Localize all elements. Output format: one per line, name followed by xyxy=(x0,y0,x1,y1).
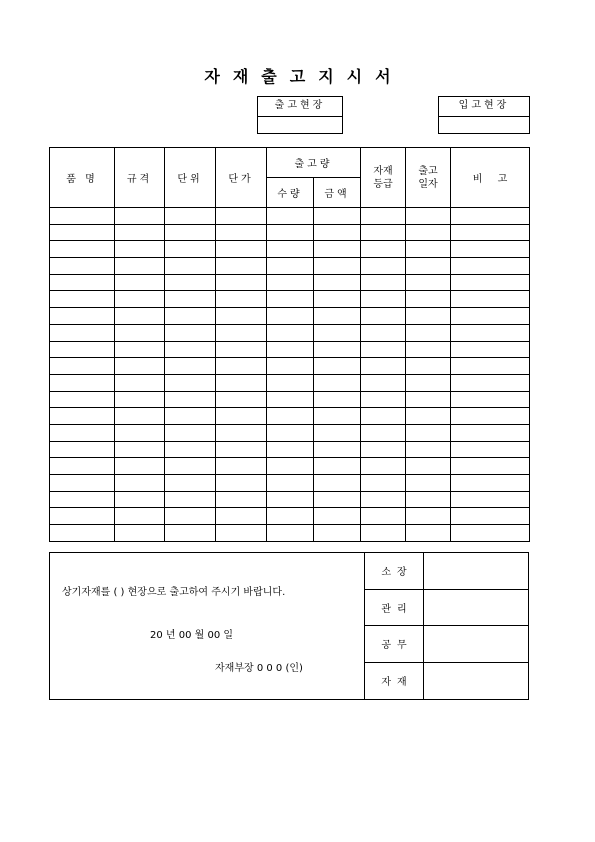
table-cell[interactable] xyxy=(115,358,165,375)
table-cell[interactable] xyxy=(267,308,314,325)
table-cell[interactable] xyxy=(451,274,530,291)
table-cell[interactable] xyxy=(406,208,451,225)
table-row xyxy=(50,324,530,341)
table-cell[interactable] xyxy=(165,408,216,425)
table-cell[interactable] xyxy=(451,391,530,408)
table-cell[interactable] xyxy=(216,391,267,408)
header-unit: 단위 xyxy=(165,148,216,208)
table-cell[interactable] xyxy=(267,341,314,358)
table-row xyxy=(50,291,530,308)
header-out-qty: 출고량 xyxy=(267,148,361,178)
table-cell[interactable] xyxy=(406,525,451,542)
table-cell[interactable] xyxy=(165,374,216,391)
table-cell[interactable] xyxy=(216,291,267,308)
table-cell[interactable] xyxy=(165,274,216,291)
approval-label: 공무 xyxy=(365,626,424,662)
table-cell[interactable] xyxy=(50,224,115,241)
table-cell[interactable] xyxy=(216,208,267,225)
table-cell[interactable] xyxy=(314,324,361,341)
table-cell[interactable] xyxy=(451,475,530,492)
table-cell[interactable] xyxy=(216,308,267,325)
table-cell[interactable] xyxy=(314,341,361,358)
table-cell[interactable] xyxy=(267,291,314,308)
table-cell[interactable] xyxy=(361,391,406,408)
table-cell[interactable] xyxy=(451,374,530,391)
table-cell[interactable] xyxy=(115,224,165,241)
table-cell[interactable] xyxy=(50,491,115,508)
table-cell[interactable] xyxy=(50,341,115,358)
table-cell[interactable] xyxy=(216,341,267,358)
table-cell[interactable] xyxy=(165,241,216,258)
table-cell[interactable] xyxy=(267,224,314,241)
approval-label: 관리 xyxy=(365,590,424,626)
table-cell[interactable] xyxy=(314,358,361,375)
table-cell[interactable] xyxy=(361,274,406,291)
table-cell[interactable] xyxy=(406,408,451,425)
table-cell[interactable] xyxy=(165,508,216,525)
table-cell[interactable] xyxy=(314,491,361,508)
table-cell[interactable] xyxy=(165,208,216,225)
table-row xyxy=(50,525,530,542)
table-cell[interactable] xyxy=(216,374,267,391)
table-cell[interactable] xyxy=(216,241,267,258)
outgoing-site-label: 출고현장 xyxy=(258,97,342,117)
approval-sign-field[interactable] xyxy=(424,553,529,589)
table-cell[interactable] xyxy=(50,358,115,375)
table-cell[interactable] xyxy=(165,358,216,375)
table-cell[interactable] xyxy=(165,258,216,275)
table-cell[interactable] xyxy=(314,458,361,475)
header-remarks: 비 고 xyxy=(451,148,530,208)
table-cell[interactable] xyxy=(216,324,267,341)
table-cell[interactable] xyxy=(361,241,406,258)
table-cell[interactable] xyxy=(361,358,406,375)
table-cell[interactable] xyxy=(451,341,530,358)
table-cell[interactable] xyxy=(267,258,314,275)
table-cell[interactable] xyxy=(165,458,216,475)
table-cell[interactable] xyxy=(216,441,267,458)
table-cell[interactable] xyxy=(361,374,406,391)
table-row xyxy=(50,308,530,325)
table-cell[interactable] xyxy=(451,291,530,308)
table-cell[interactable] xyxy=(50,441,115,458)
approval-row xyxy=(365,626,529,663)
table-cell[interactable] xyxy=(216,224,267,241)
table-cell[interactable] xyxy=(267,358,314,375)
table-cell[interactable] xyxy=(267,491,314,508)
table-cell[interactable] xyxy=(361,458,406,475)
table-cell[interactable] xyxy=(216,258,267,275)
table-cell[interactable] xyxy=(406,358,451,375)
approval-label: 자재 xyxy=(365,663,424,700)
table-cell[interactable] xyxy=(451,224,530,241)
table-cell[interactable] xyxy=(451,491,530,508)
table-cell[interactable] xyxy=(451,241,530,258)
table-cell[interactable] xyxy=(361,308,406,325)
header-date: 출고 일자 xyxy=(406,148,451,208)
table-cell[interactable] xyxy=(406,424,451,441)
table-body xyxy=(50,208,530,542)
table-cell[interactable] xyxy=(406,324,451,341)
approval-row xyxy=(365,663,529,700)
table-cell[interactable] xyxy=(216,475,267,492)
table-cell[interactable] xyxy=(267,525,314,542)
table-cell[interactable] xyxy=(165,391,216,408)
table-row xyxy=(50,374,530,391)
table-cell[interactable] xyxy=(267,374,314,391)
table-cell[interactable] xyxy=(216,424,267,441)
table-cell[interactable] xyxy=(361,324,406,341)
table-cell[interactable] xyxy=(216,508,267,525)
table-cell[interactable] xyxy=(216,274,267,291)
table-cell[interactable] xyxy=(406,308,451,325)
table-cell[interactable] xyxy=(451,424,530,441)
table-cell[interactable] xyxy=(115,475,165,492)
table-row xyxy=(50,424,530,441)
table-cell[interactable] xyxy=(314,374,361,391)
header-unit-price: 단가 xyxy=(216,148,267,208)
table-cell[interactable] xyxy=(50,475,115,492)
table-cell[interactable] xyxy=(361,208,406,225)
table-cell[interactable] xyxy=(267,408,314,425)
table-cell[interactable] xyxy=(314,274,361,291)
table-cell[interactable] xyxy=(361,475,406,492)
table-cell[interactable] xyxy=(361,441,406,458)
table-cell[interactable] xyxy=(216,358,267,375)
table-cell[interactable] xyxy=(115,308,165,325)
table-cell[interactable] xyxy=(50,424,115,441)
table-row xyxy=(50,208,530,225)
approval-sign-field[interactable] xyxy=(424,663,529,700)
table-cell[interactable] xyxy=(115,408,165,425)
outgoing-site-field[interactable] xyxy=(258,117,342,134)
table-cell[interactable] xyxy=(115,241,165,258)
table-cell[interactable] xyxy=(406,258,451,275)
header-spec: 규격 xyxy=(115,148,165,208)
table-cell[interactable] xyxy=(267,458,314,475)
table-row xyxy=(50,341,530,358)
table-cell[interactable] xyxy=(314,475,361,492)
table-cell[interactable] xyxy=(165,308,216,325)
table-row xyxy=(50,458,530,475)
table-cell[interactable] xyxy=(361,341,406,358)
table-cell[interactable] xyxy=(165,441,216,458)
table-cell[interactable] xyxy=(50,508,115,525)
signer-line: 자재부장 0 0 0 (인) xyxy=(215,663,303,674)
incoming-site-box xyxy=(438,96,530,134)
table-cell[interactable] xyxy=(267,241,314,258)
table-row xyxy=(50,274,530,291)
request-text: 상기자재를 ( ) 현장으로 출고하여 주시기 바랍니다. xyxy=(62,587,286,598)
table-cell[interactable] xyxy=(451,258,530,275)
table-cell[interactable] xyxy=(451,324,530,341)
approval-sign-field[interactable] xyxy=(424,626,529,662)
table-cell[interactable] xyxy=(216,408,267,425)
document-title: 자재출고지시서 xyxy=(204,67,404,86)
incoming-site-field[interactable] xyxy=(439,117,529,134)
table-cell[interactable] xyxy=(50,374,115,391)
table-cell[interactable] xyxy=(406,458,451,475)
table-cell[interactable] xyxy=(451,458,530,475)
table-cell[interactable] xyxy=(115,458,165,475)
table-cell[interactable] xyxy=(451,358,530,375)
table-cell[interactable] xyxy=(115,324,165,341)
table-cell[interactable] xyxy=(165,224,216,241)
date-line: 20 년 00 월 00 일 xyxy=(150,630,234,641)
outgoing-site-box xyxy=(257,96,343,134)
table-cell[interactable] xyxy=(451,441,530,458)
approval-sign-field[interactable] xyxy=(424,590,529,626)
table-cell[interactable] xyxy=(314,224,361,241)
table-cell[interactable] xyxy=(50,291,115,308)
table-cell[interactable] xyxy=(50,525,115,542)
table-cell[interactable] xyxy=(115,508,165,525)
table-cell[interactable] xyxy=(314,391,361,408)
table-cell[interactable] xyxy=(267,508,314,525)
table-cell[interactable] xyxy=(267,391,314,408)
table-cell[interactable] xyxy=(361,491,406,508)
table-cell[interactable] xyxy=(50,324,115,341)
table-cell[interactable] xyxy=(314,508,361,525)
table-cell[interactable] xyxy=(451,208,530,225)
table-cell[interactable] xyxy=(216,458,267,475)
table-cell[interactable] xyxy=(406,374,451,391)
table-cell[interactable] xyxy=(361,424,406,441)
table-cell[interactable] xyxy=(216,525,267,542)
request-section xyxy=(49,552,529,700)
table-cell[interactable] xyxy=(115,374,165,391)
table-cell[interactable] xyxy=(314,525,361,542)
header-quantity: 수량 xyxy=(267,178,314,208)
table-cell[interactable] xyxy=(314,241,361,258)
table-cell[interactable] xyxy=(50,208,115,225)
approval-label: 소장 xyxy=(365,553,424,589)
table-cell[interactable] xyxy=(314,208,361,225)
table-cell[interactable] xyxy=(314,291,361,308)
approval-row xyxy=(365,590,529,627)
table-cell[interactable] xyxy=(314,424,361,441)
table-cell[interactable] xyxy=(361,408,406,425)
table-row xyxy=(50,358,530,375)
table-cell[interactable] xyxy=(165,291,216,308)
table-row xyxy=(50,258,530,275)
table-cell[interactable] xyxy=(361,224,406,241)
table-cell[interactable] xyxy=(406,441,451,458)
table-cell[interactable] xyxy=(115,291,165,308)
table-cell[interactable] xyxy=(115,424,165,441)
table-cell[interactable] xyxy=(50,241,115,258)
table-cell[interactable] xyxy=(115,274,165,291)
table-cell[interactable] xyxy=(314,308,361,325)
table-cell[interactable] xyxy=(165,491,216,508)
table-row xyxy=(50,391,530,408)
table-cell[interactable] xyxy=(314,441,361,458)
table-cell[interactable] xyxy=(406,475,451,492)
table-row xyxy=(50,408,530,425)
table-row xyxy=(50,491,530,508)
table-cell[interactable] xyxy=(115,391,165,408)
table-cell[interactable] xyxy=(406,491,451,508)
table-cell[interactable] xyxy=(115,258,165,275)
table-cell[interactable] xyxy=(406,291,451,308)
table-row xyxy=(50,475,530,492)
table-row xyxy=(50,508,530,525)
table-cell[interactable] xyxy=(406,274,451,291)
table-cell[interactable] xyxy=(451,408,530,425)
table-cell[interactable] xyxy=(165,475,216,492)
table-cell[interactable] xyxy=(267,208,314,225)
table-cell[interactable] xyxy=(50,458,115,475)
table-cell[interactable] xyxy=(451,525,530,542)
table-cell[interactable] xyxy=(267,475,314,492)
table-cell[interactable] xyxy=(216,491,267,508)
table-cell[interactable] xyxy=(406,341,451,358)
table-cell[interactable] xyxy=(361,258,406,275)
table-cell[interactable] xyxy=(115,441,165,458)
table-cell[interactable] xyxy=(361,508,406,525)
table-cell[interactable] xyxy=(267,424,314,441)
table-cell[interactable] xyxy=(165,324,216,341)
table-cell[interactable] xyxy=(50,308,115,325)
header-grade: 자재 등급 xyxy=(361,148,406,208)
header-amount: 금액 xyxy=(314,178,361,208)
table-cell[interactable] xyxy=(267,324,314,341)
incoming-site-label: 입고현장 xyxy=(439,97,529,117)
table-cell[interactable] xyxy=(50,258,115,275)
table-cell[interactable] xyxy=(406,224,451,241)
table-cell[interactable] xyxy=(406,241,451,258)
table-row xyxy=(50,241,530,258)
table-cell[interactable] xyxy=(165,525,216,542)
table-cell[interactable] xyxy=(50,408,115,425)
approval-row xyxy=(365,553,529,590)
table-cell[interactable] xyxy=(314,408,361,425)
table-cell[interactable] xyxy=(115,208,165,225)
table-row xyxy=(50,441,530,458)
table-cell[interactable] xyxy=(361,291,406,308)
header-item-name: 품 명 xyxy=(50,148,115,208)
table-cell[interactable] xyxy=(451,508,530,525)
table-cell[interactable] xyxy=(451,308,530,325)
table-cell[interactable] xyxy=(165,424,216,441)
table-cell[interactable] xyxy=(406,391,451,408)
material-table xyxy=(49,147,530,542)
approval-box xyxy=(364,553,529,699)
table-cell[interactable] xyxy=(115,491,165,508)
table-cell[interactable] xyxy=(165,341,216,358)
table-cell[interactable] xyxy=(50,274,115,291)
table-cell[interactable] xyxy=(50,391,115,408)
table-cell[interactable] xyxy=(267,441,314,458)
table-cell[interactable] xyxy=(314,258,361,275)
table-cell[interactable] xyxy=(115,525,165,542)
table-cell[interactable] xyxy=(406,508,451,525)
table-cell[interactable] xyxy=(115,341,165,358)
table-row xyxy=(50,224,530,241)
table-cell[interactable] xyxy=(361,525,406,542)
table-cell[interactable] xyxy=(267,274,314,291)
